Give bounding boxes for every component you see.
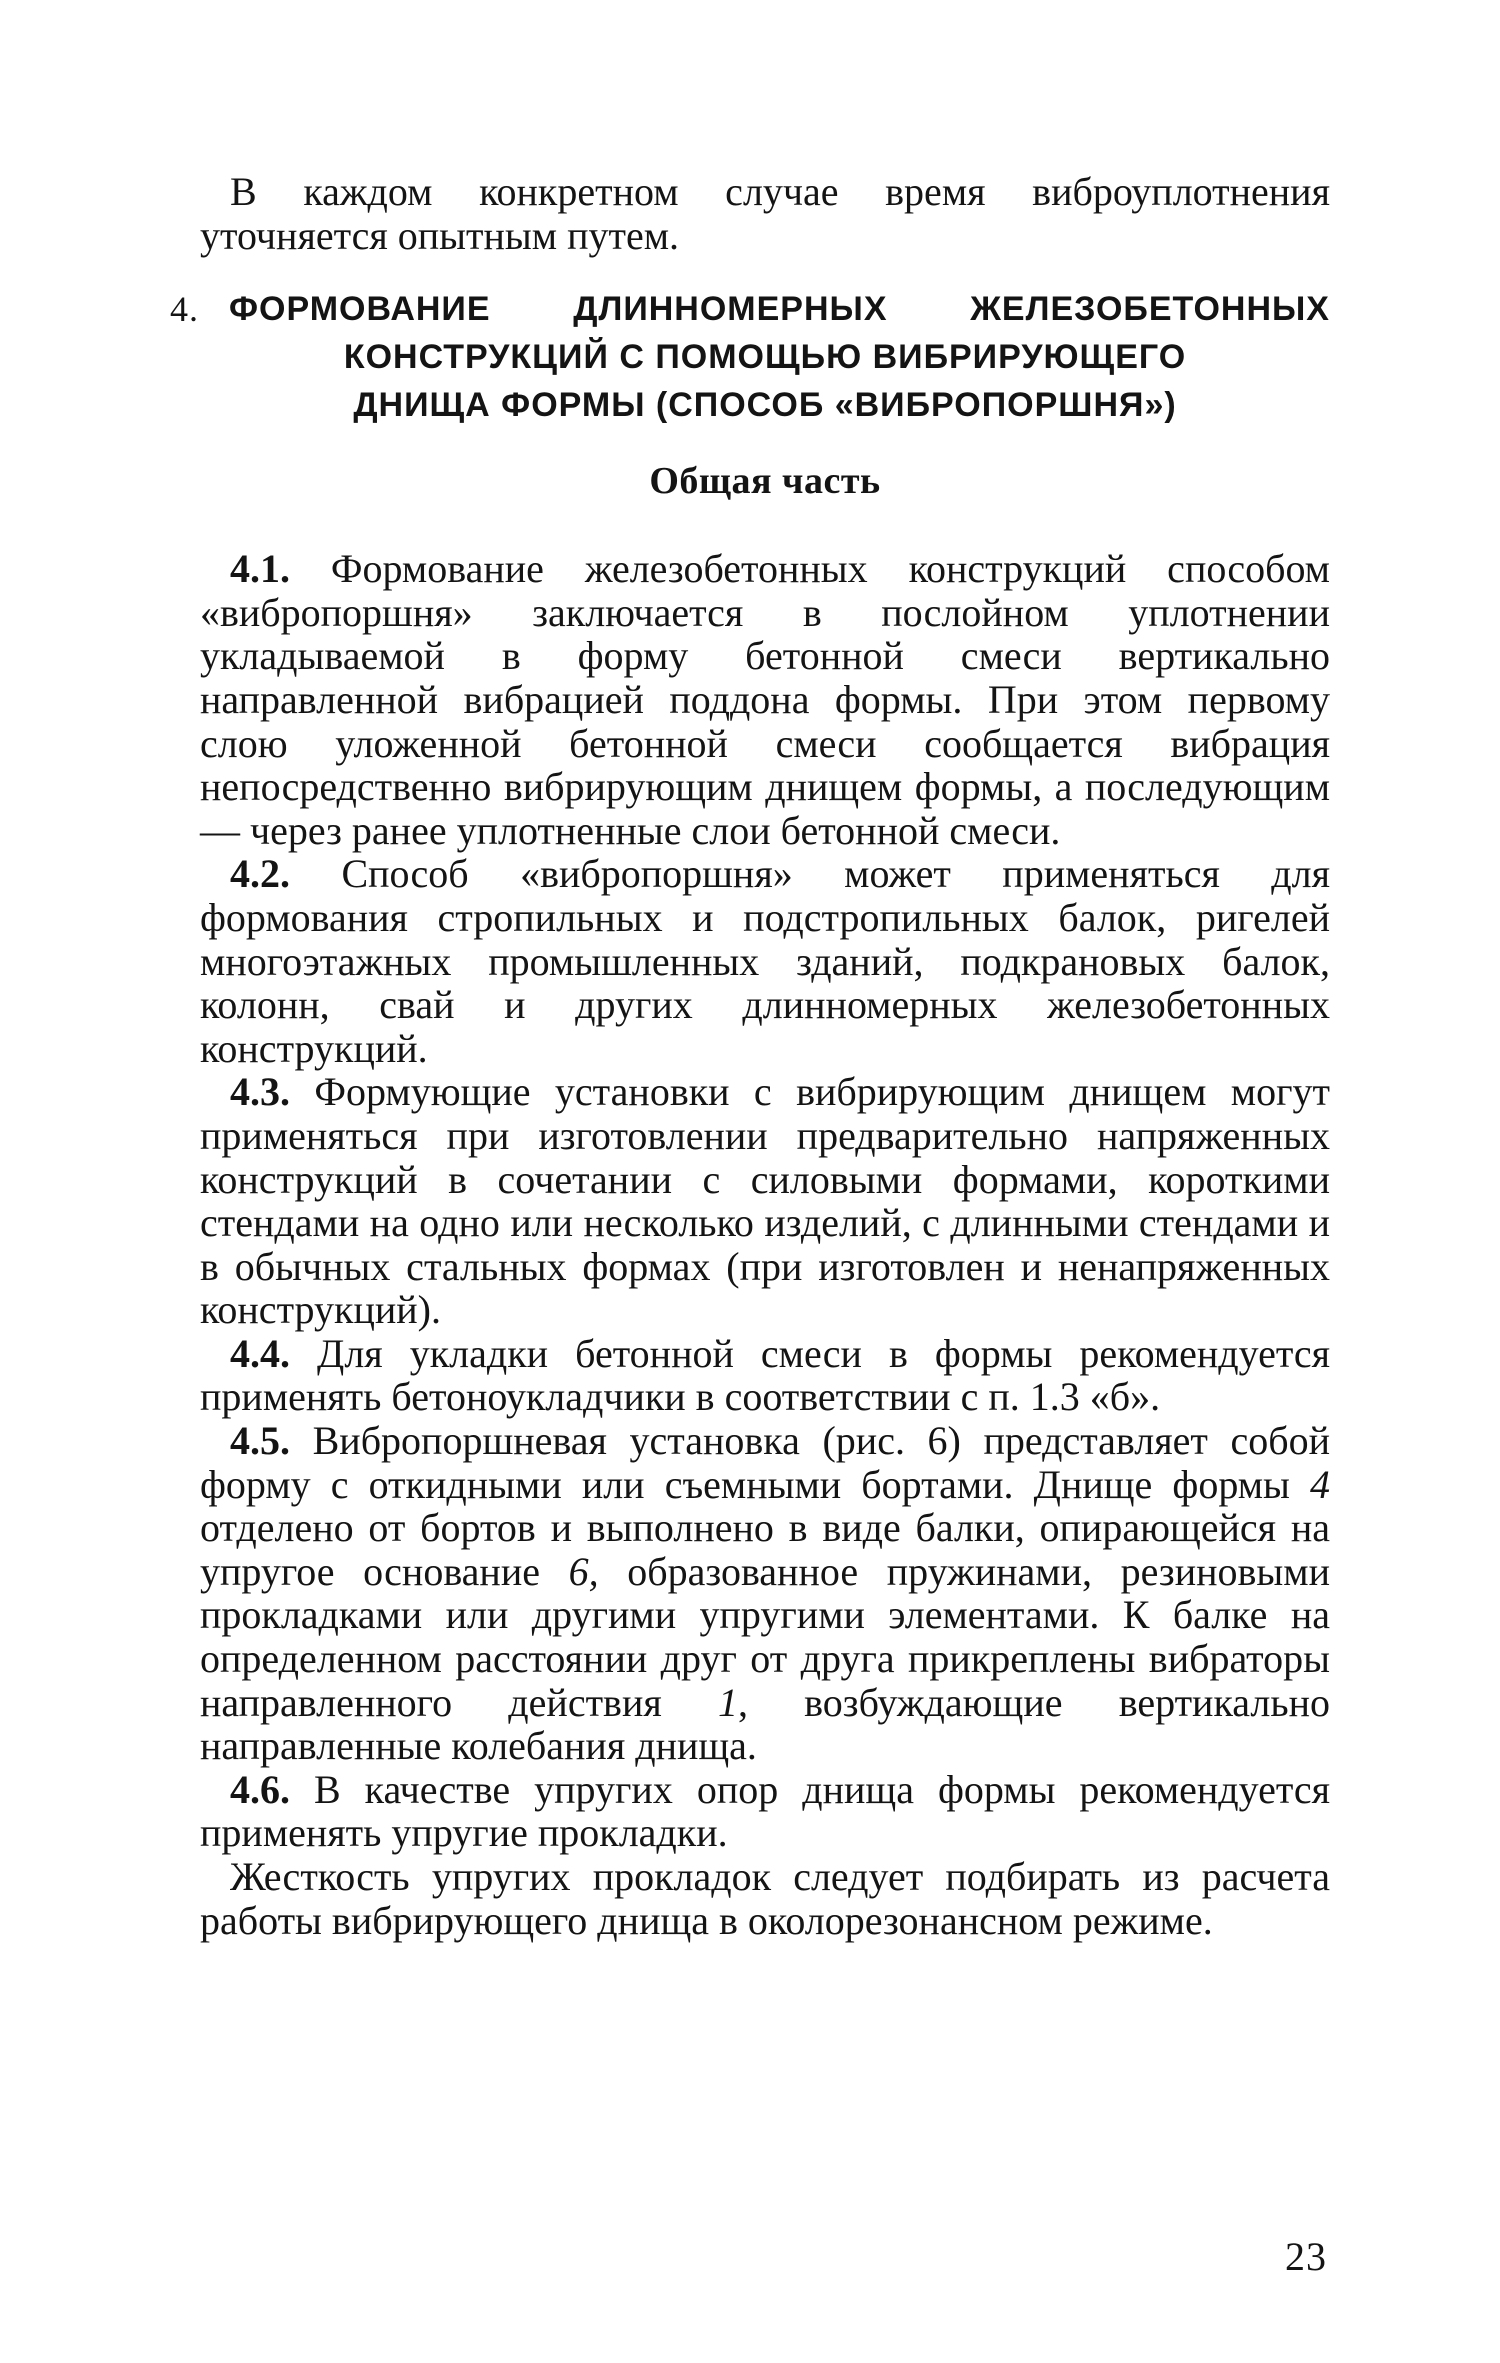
paragraph-text: Формование железобетонных конструкций способом «вибропоршня» заключается в послойном уплотнении укладываемой в форму бетонной смеси вертикально направленной вибрацией поддона формы. При этом первому слою уложенной бетонной смеси сообщается вибрация непосредственно вибрирующим днищем формы, а последующим — через ранее уплотненные слои бетонной смеси. <box>200 546 1330 853</box>
paragraph-text-d: , возбуждающие вертикально направленные колебания днища. <box>200 1679 1331 1769</box>
figure-ref-1: 1 <box>717 1679 738 1725</box>
paragraph-text: В качестве упругих опор днища формы рекомендуется применять упругие прокладки. <box>200 1766 1330 1856</box>
paragraph-4-3 <box>200 1070 1330 1332</box>
section-heading-line-3: ДНИЩА ФОРМЫ (СПОСОБ «ВИБРОПОРШНЯ») <box>353 386 1177 425</box>
paragraph-number: 4.4. <box>230 1330 290 1376</box>
section-heading-line-1 <box>170 285 1330 333</box>
closing-paragraph: Жесткость упругих прокладок следует подбирать из расчета работы вибрирующего днища в околорезонансном режиме. <box>200 1854 1330 1943</box>
paragraph-4-6 <box>200 1768 1330 1855</box>
paragraph-text: Для укладки бетонной смеси в формы рекомендуется применять бетоноукладчики в соответствии с п. 1.3 «б». <box>200 1330 1330 1420</box>
paragraph-4-2 <box>200 852 1330 1070</box>
section-heading-word-1: ФОРМОВАНИЕ <box>229 290 491 329</box>
paragraph-number: 4.3. <box>230 1069 290 1115</box>
section-number: 4. <box>170 289 199 330</box>
paragraph-4-1 <box>200 547 1330 852</box>
section-heading <box>170 285 1330 429</box>
section-heading-word-2: ДЛИННОМЕРНЫХ <box>573 290 888 329</box>
page-number: 23 <box>1285 2234 1327 2279</box>
figure-ref-4: 4 <box>1310 1461 1330 1507</box>
intro-paragraph: В каждом конкретном случае время виброуплотнения уточняется опытным путем. <box>200 169 1330 258</box>
document-page <box>170 169 1331 1943</box>
subsection-title: Общая часть <box>649 460 881 503</box>
paragraph-number: 4.2. <box>230 851 290 897</box>
paragraph-text-c: образованное пружинами, резиновыми прокладками или другими упругими элементами. К балке на определенном расстоянии друг от друга прикреплены вибраторы направленного действия <box>200 1548 1330 1725</box>
paragraph-text-b: отделено от бортов и выполнено в виде балки, опирающейся на упругое основание <box>200 1505 1330 1594</box>
paragraph-text: Способ «вибропоршня» может применяться для формования стропильных и подстропильных балок, ригелей многоэтажных промышленных зданий, подкрановых балок, колонн, свай и других длинномерных железобетонных конструкций. <box>200 851 1331 1071</box>
paragraph-4-5 <box>200 1419 1330 1768</box>
section-heading-word-3: ЖЕЛЕЗОБЕТОННЫХ <box>970 290 1330 329</box>
paragraph-number: 4.5. <box>230 1418 290 1464</box>
paragraph-text: Формующие установки с вибрирующим днищем могут применяться при изготовлении предварительно напряженных конструкций в сочетании с силовыми формами, короткими стендами на одно или несколько изделий, с длинными стендами и в обычных стальных формах (при изготовлен и ненапряженных конструкций). <box>200 1069 1331 1333</box>
paragraph-number: 4.6. <box>230 1766 290 1812</box>
paragraph-number: 4.1. <box>230 546 290 592</box>
paragraph-text-a: Вибропоршневая установка (рис. 6) представляет собой форму с откидными или съемными бортами. Днище формы <box>200 1418 1330 1507</box>
paragraph-4-4 <box>200 1332 1330 1419</box>
section-heading-line-2: КОНСТРУКЦИЙ С ПОМОЩЬЮ ВИБРИРУЮЩЕГО <box>343 338 1187 377</box>
figure-ref-6: 6, <box>568 1548 599 1594</box>
